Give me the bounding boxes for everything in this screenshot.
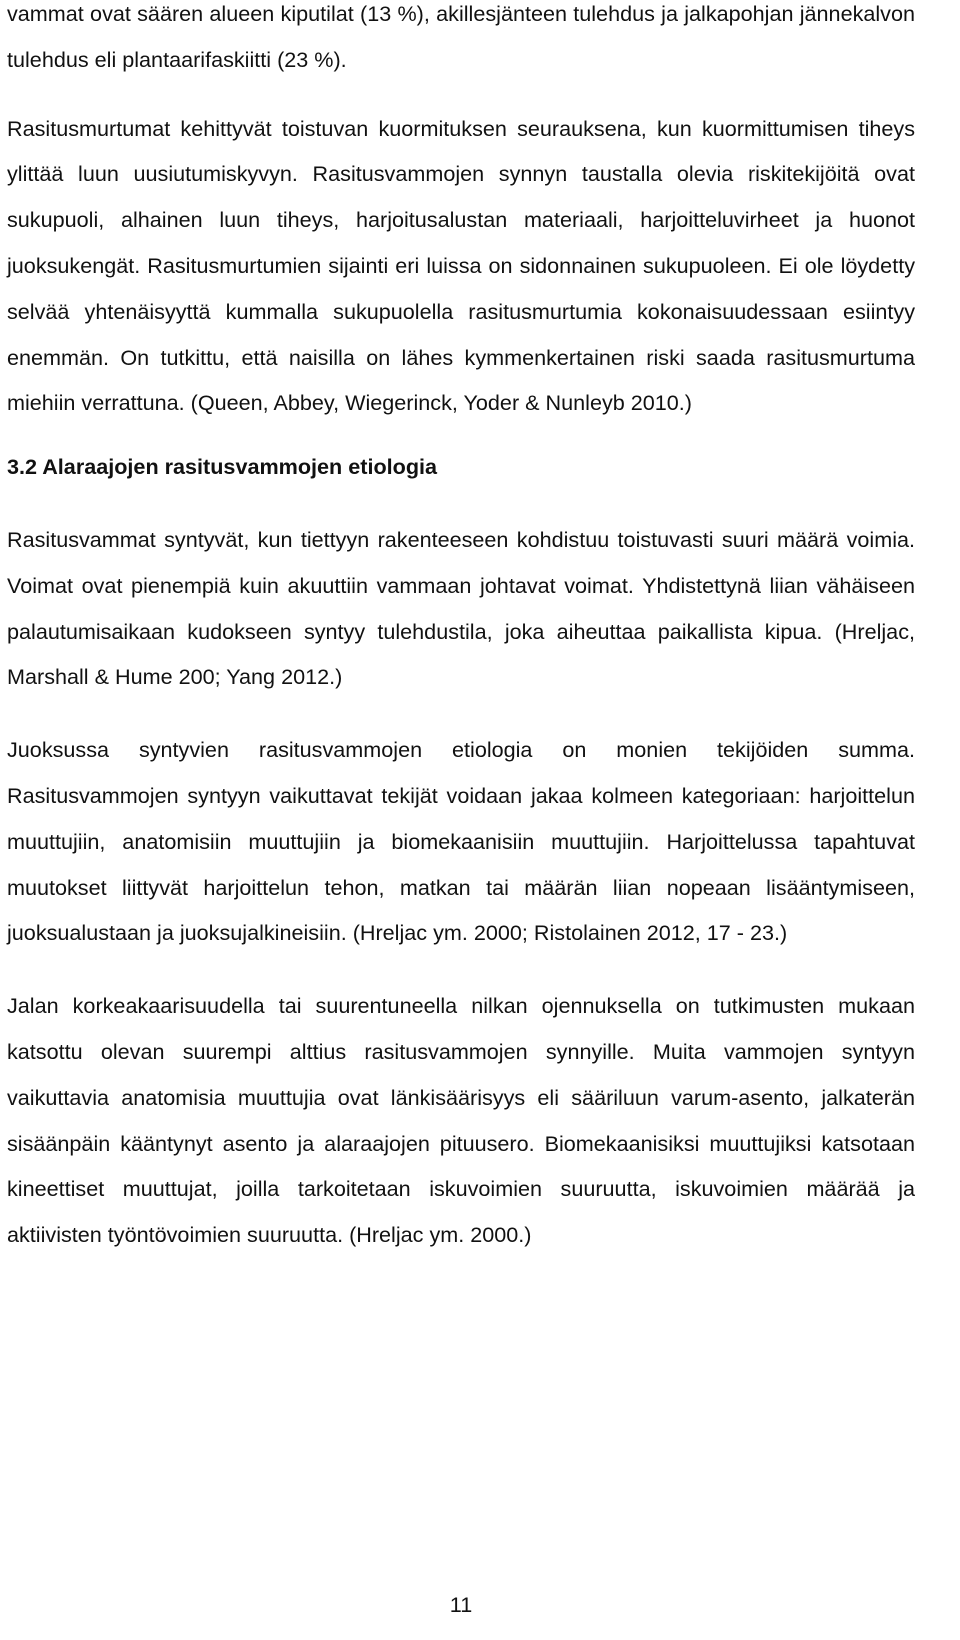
section-heading: 3.2 Alaraajojen rasitusvammojen etiologia xyxy=(7,454,438,480)
document-page xyxy=(7,0,915,1258)
body-paragraph: Rasitusvammat syntyvät, kun tiettyyn rakenteeseen kohdistuu toistuvasti suuri määrä voimia. Voimat ovat pienempiä kuin akuuttiin vammaan johtavat voimat. Yhdistettynä liian vähäiseen palautumisaikaan kudokseen syntyy tulehdustila, joka aiheuttaa paikallista kipua. (Hreljac, Marshall & Hume 200; Yang 2012.) xyxy=(7,526,915,690)
page-number: 11 xyxy=(449,1592,473,1617)
body-paragraph: Juoksussa syntyvien rasitusvammojen etiologia on monien tekijöiden summa. Rasitusvammojen syntyyn vaikuttavat tekijät voidaan jakaa kolmeen kategoriaan: harjoittelun muuttujiin, anatomisiin muuttujiin ja biomekaanisiin muuttujiin. Harjoittelussa tapahtuvat muutokset liittyvät harjoittelun tehon, matkan tai määrän liian nopeaan lisääntymiseen, juoksualustaan ja juoksujalkineisiin. (Hreljac ym. 2000; Ristolainen 2012, 17 - 23.) xyxy=(7,737,915,946)
body-paragraph: Jalan korkeakaarisuudella tai suurentuneella nilkan ojennuksella on tutkimusten mukaan katsottu olevan suurempi alttius rasitusvammojen synnyille. Muita vammojen syntyyn vaikuttavia anatomisia muuttujia ovat länkisäärisyys eli sääriluun varum-asento, jalkaterän sisäänpäin kääntynyt asento ja alaraajojen pituusero. Biomekaanisiksi muuttujiksi katsotaan kineettiset muuttujat, joilla tarkoitetaan iskuvoimien suuruutta, iskuvoimien määrää ja aktiivisten työntövoimien suuruutta. (Hreljac ym. 2000.) xyxy=(7,993,915,1248)
body-paragraph: vammat ovat säären alueen kiputilat (13 %), akillesjänteen tulehdus ja jalkapohjan jännekalvon tulehdus eli plantaarifaskiitti (23 %). xyxy=(7,1,915,72)
body-paragraph: Rasitusmurtumat kehittyvät toistuvan kuormituksen seurauksena, kun kuormittumisen tiheys ylittää luun uusiutumiskyvyn. Rasitusvammojen synnyn taustalla olevia riskitekijöitä ovat sukupuoli, alhainen luun tiheys, harjoitusalustan materiaali, harjoitteluvirheet ja huonot juoksukengät. Rasitusmurtumien sijainti eri luissa on sidonnainen sukupuoleen. Ei ole löydetty selvää yhtenäisyyttä kummalla sukupuolella rasitusmurtumia kokonaisuudessaan esiintyy enemmän. On tutkittu, että naisilla on lähes kymmenkertainen riski saada rasitusmurtuma miehiin verrattuna. (Queen, Abbey, Wiegerinck, Yoder & Nunleyb 2010.) xyxy=(7,115,915,416)
